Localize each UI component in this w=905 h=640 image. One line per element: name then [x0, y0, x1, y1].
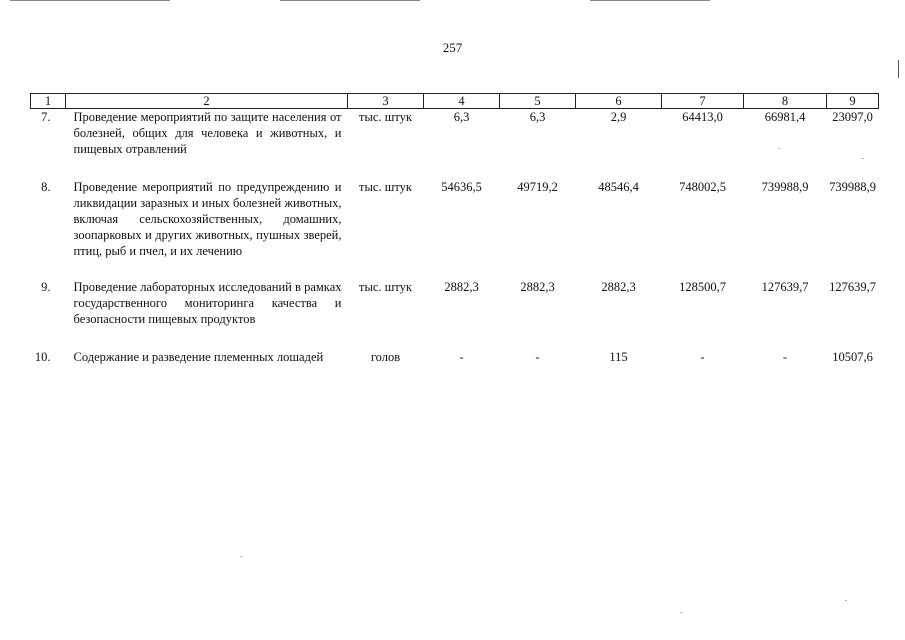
scan-edge-line-vertical — [898, 60, 899, 78]
scan-speck — [240, 556, 242, 557]
row-name: Содержание и разведение племенных лошадей — [73, 350, 324, 364]
row-value: - — [535, 350, 540, 364]
scan-speck — [680, 612, 682, 613]
header-cell: 6 — [576, 94, 662, 109]
page-number: 257 — [442, 40, 463, 55]
scan-speck — [845, 600, 847, 601]
row-value: 2882,3 — [601, 280, 636, 294]
row-value: 127639,7 — [829, 280, 876, 294]
table-row — [31, 109, 879, 180]
row-value: 10507,6 — [832, 350, 873, 364]
header-cell: 3 — [348, 94, 424, 109]
data-table-container — [30, 93, 878, 387]
row-number: 9. — [41, 280, 51, 294]
table-header-row — [31, 94, 879, 109]
row-unit: голов — [370, 350, 401, 364]
row-value: 49719,2 — [517, 180, 558, 194]
row-unit: тыс. штук — [359, 110, 412, 124]
row-value: 739988,9 — [829, 180, 876, 194]
row-value: 115 — [609, 350, 628, 364]
scan-edge-line-mid — [280, 0, 420, 1]
row-number: 7. — [41, 110, 51, 124]
header-cell: 9 — [827, 94, 879, 109]
row-value: 54636,5 — [441, 180, 482, 194]
row-value: 2882,3 — [520, 280, 555, 294]
row-value: 739988,9 — [761, 180, 809, 194]
scan-edge-line-right — [590, 0, 710, 1]
row-value: 2,9 — [610, 110, 627, 124]
row-value: 48546,4 — [598, 180, 639, 194]
header-cell: 8 — [744, 94, 827, 109]
row-value: 748002,5 — [679, 180, 726, 194]
scan-speck — [778, 148, 780, 149]
scan-speck — [862, 158, 864, 159]
row-value: - — [459, 350, 464, 364]
row-unit: тыс. штук — [359, 180, 412, 194]
row-name: Проведение мероприятий по предупреждению и ликвидации заразных и иных болезней животных, включая сельскохозяйственных, домашних, зоопарковых и других животных, пушных зверей, птиц, рыб и пчел, и их лечению — [73, 180, 342, 258]
header-cell: 5 — [500, 94, 576, 109]
header-cell: 1 — [31, 94, 66, 109]
row-value: - — [700, 350, 705, 364]
table-row — [31, 179, 879, 279]
row-value: 127639,7 — [761, 280, 809, 294]
row-number: 10. — [34, 350, 51, 364]
row-value: 6,3 — [453, 110, 470, 124]
row-unit: тыс. штук — [359, 280, 412, 294]
header-cell: 7 — [662, 94, 744, 109]
data-table — [30, 93, 879, 387]
row-value: 128500,7 — [679, 280, 726, 294]
row-name: Проведение мероприятий по защите населения от болезней, общих для человека и животных, и пищевых отравлений — [73, 110, 342, 156]
header-cell: 2 — [66, 94, 348, 109]
row-value: 23097,0 — [832, 110, 873, 124]
header-cell: 4 — [424, 94, 500, 109]
table-row — [31, 349, 879, 387]
table-row — [31, 279, 879, 349]
scan-edge-line-left — [10, 0, 170, 1]
row-value: 6,3 — [529, 110, 546, 124]
row-value: 66981,4 — [764, 110, 806, 124]
row-value: 64413,0 — [682, 110, 723, 124]
row-value: - — [782, 350, 788, 364]
row-value: 2882,3 — [444, 280, 479, 294]
row-name: Проведение лабораторных исследований в рамках государственного мониторинга качества и безопасности пищевых продуктов — [73, 280, 342, 326]
row-number: 8. — [41, 180, 51, 194]
